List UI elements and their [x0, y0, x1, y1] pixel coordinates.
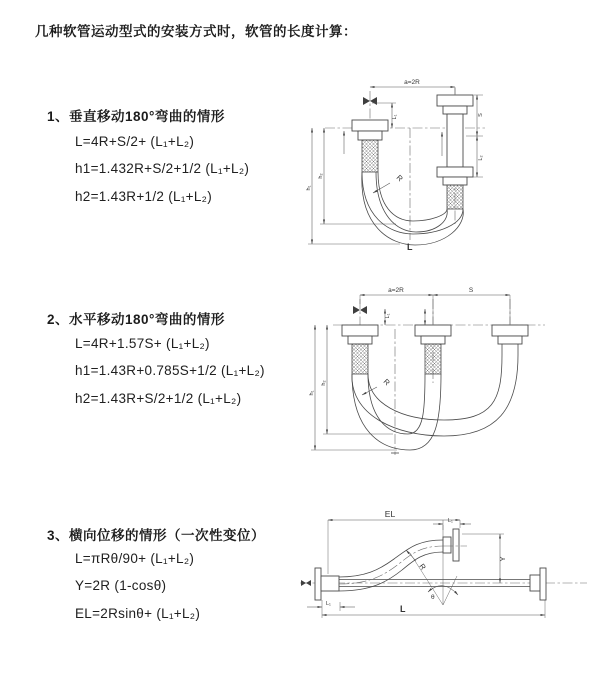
dim-label-y: Y [498, 556, 507, 562]
formula-line: h2=1.43R+1/2 (L₁+L₂) [75, 189, 213, 204]
formula-line: EL=2Rsinθ+ (L₁+L₂) [75, 606, 201, 621]
dim-label-l1: L₁ [385, 313, 391, 319]
braided-hose-section [425, 344, 441, 374]
hose-curve [378, 172, 447, 221]
dim-label-s: S [478, 113, 484, 117]
hose-fitting [352, 120, 388, 131]
dim-label-l1: L₁ [448, 518, 453, 524]
hose-fitting-moved [437, 167, 473, 177]
dim-label-h1: h₁ [309, 390, 315, 396]
section3-heading: 3、横向位移的情形（一次性变位） [47, 528, 266, 543]
dim-label-h2: h₂ [318, 173, 324, 179]
radius-label: R [417, 561, 428, 572]
dim-label-el: EL [384, 509, 396, 519]
dim-label-h1: h₁ [306, 185, 312, 191]
formula-line: Y=2R (1-cosθ) [75, 578, 167, 593]
flange-displaced [443, 537, 451, 553]
flange [530, 575, 540, 591]
formula-line: h2=1.43R+S/2+1/2 (L₁+L₂) [75, 391, 242, 406]
hose-curve [352, 374, 441, 450]
dim-label-s: S [468, 287, 474, 294]
hose-fitting-moved [492, 325, 528, 336]
section2-heading: 2、水平移动180°弯曲的情形 [47, 312, 225, 327]
hose-fitting [415, 325, 451, 336]
dim-label-a2r: a=2R [404, 79, 420, 86]
radius-label: R [394, 173, 405, 184]
formula-line: h1=1.432R+S/2+1/2 (L₁+L₂) [75, 161, 250, 176]
hose-curve [368, 374, 425, 434]
angle-label: θ [431, 594, 435, 601]
hose-fitting [437, 95, 473, 106]
braided-hose-section [362, 140, 378, 172]
formula-line: L=4R+1.57S+ (L₁+L₂) [75, 336, 210, 351]
dim-label-l1: L₁ [326, 601, 331, 607]
diagram-horizontal-180 [305, 283, 600, 461]
braided-hose-section [352, 344, 368, 374]
dim-label-l1: L₁ [392, 114, 398, 120]
hose-curve [376, 172, 447, 232]
diagram-vertical-180 [300, 74, 595, 254]
hose-curve [339, 540, 443, 577]
diagram-lateral-displacement [295, 500, 600, 650]
radius-label: R [381, 377, 392, 388]
braided-hose-section [447, 185, 463, 209]
formula-line: L=4R+S/2+ (L₁+L₂) [75, 134, 195, 149]
dim-label-l2: L₂ [478, 155, 484, 161]
dim-label-l: L [407, 242, 413, 252]
formula-line: L=πRθ/90+ (L₁+L₂) [75, 551, 195, 566]
formula-line: h1=1.43R+0.785S+1/2 (L₁+L₂) [75, 363, 265, 378]
hose-curve [339, 552, 443, 591]
dim-label-a2r: a=2R [388, 287, 404, 294]
hose-fitting [342, 325, 378, 336]
dim-label-h2: h₂ [321, 380, 327, 386]
section1-heading: 1、垂直移动180°弯曲的情形 [47, 109, 225, 124]
dim-label-l: L [400, 604, 406, 614]
flange [315, 568, 321, 600]
pipe-end-icon [301, 580, 311, 586]
page-title: 几种软管运动型式的安装方式时，软管的长度计算： [35, 24, 357, 39]
